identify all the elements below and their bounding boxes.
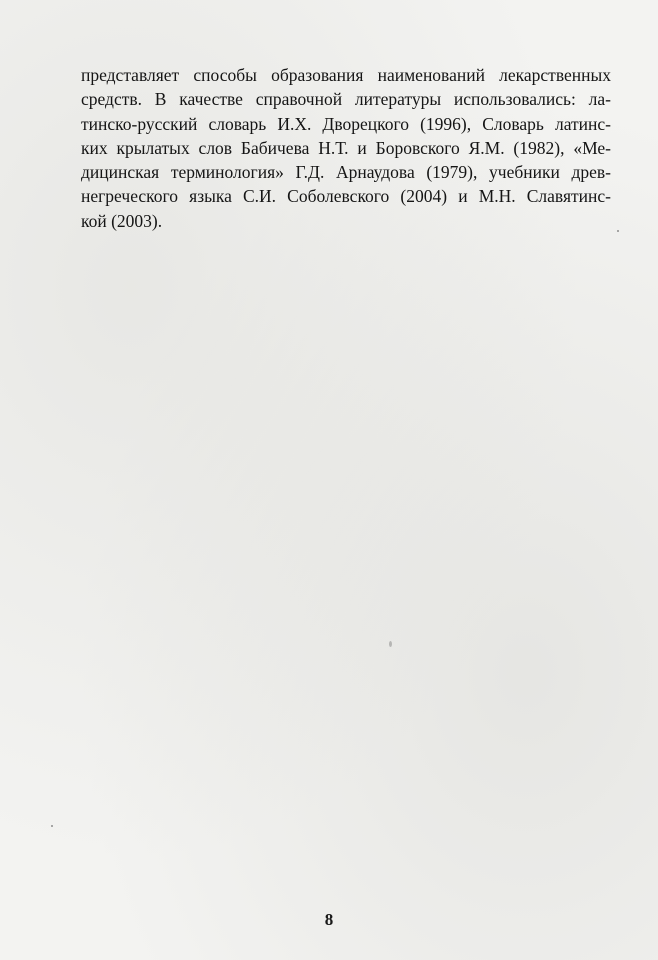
text-line: ких крылатых слов Бабичева Н.Т. и Боровского Я.М. (1982), «Ме- [81,137,611,158]
scan-speck [617,230,619,232]
scan-speck [51,825,53,827]
text-line: негреческого языка С.И. Соболевского (2004) и М.Н. Славятинс- [81,186,611,207]
text-line: кой (2003). [81,210,163,231]
text-line: дицинская терминология» Г.Д. Арнаудова (1979), учебники древ- [81,162,611,183]
paragraph [81,63,611,233]
scan-speck [389,641,392,647]
text-line: тинско-русский словарь И.Х. Дворецкого (1996), Словарь латинс- [81,113,611,134]
text-line: средств. В качестве справочной литературы использовались: ла- [81,89,611,110]
page-number: 8 [324,910,334,929]
text-line: представляет способы образования наименований лекарственных [81,65,611,85]
